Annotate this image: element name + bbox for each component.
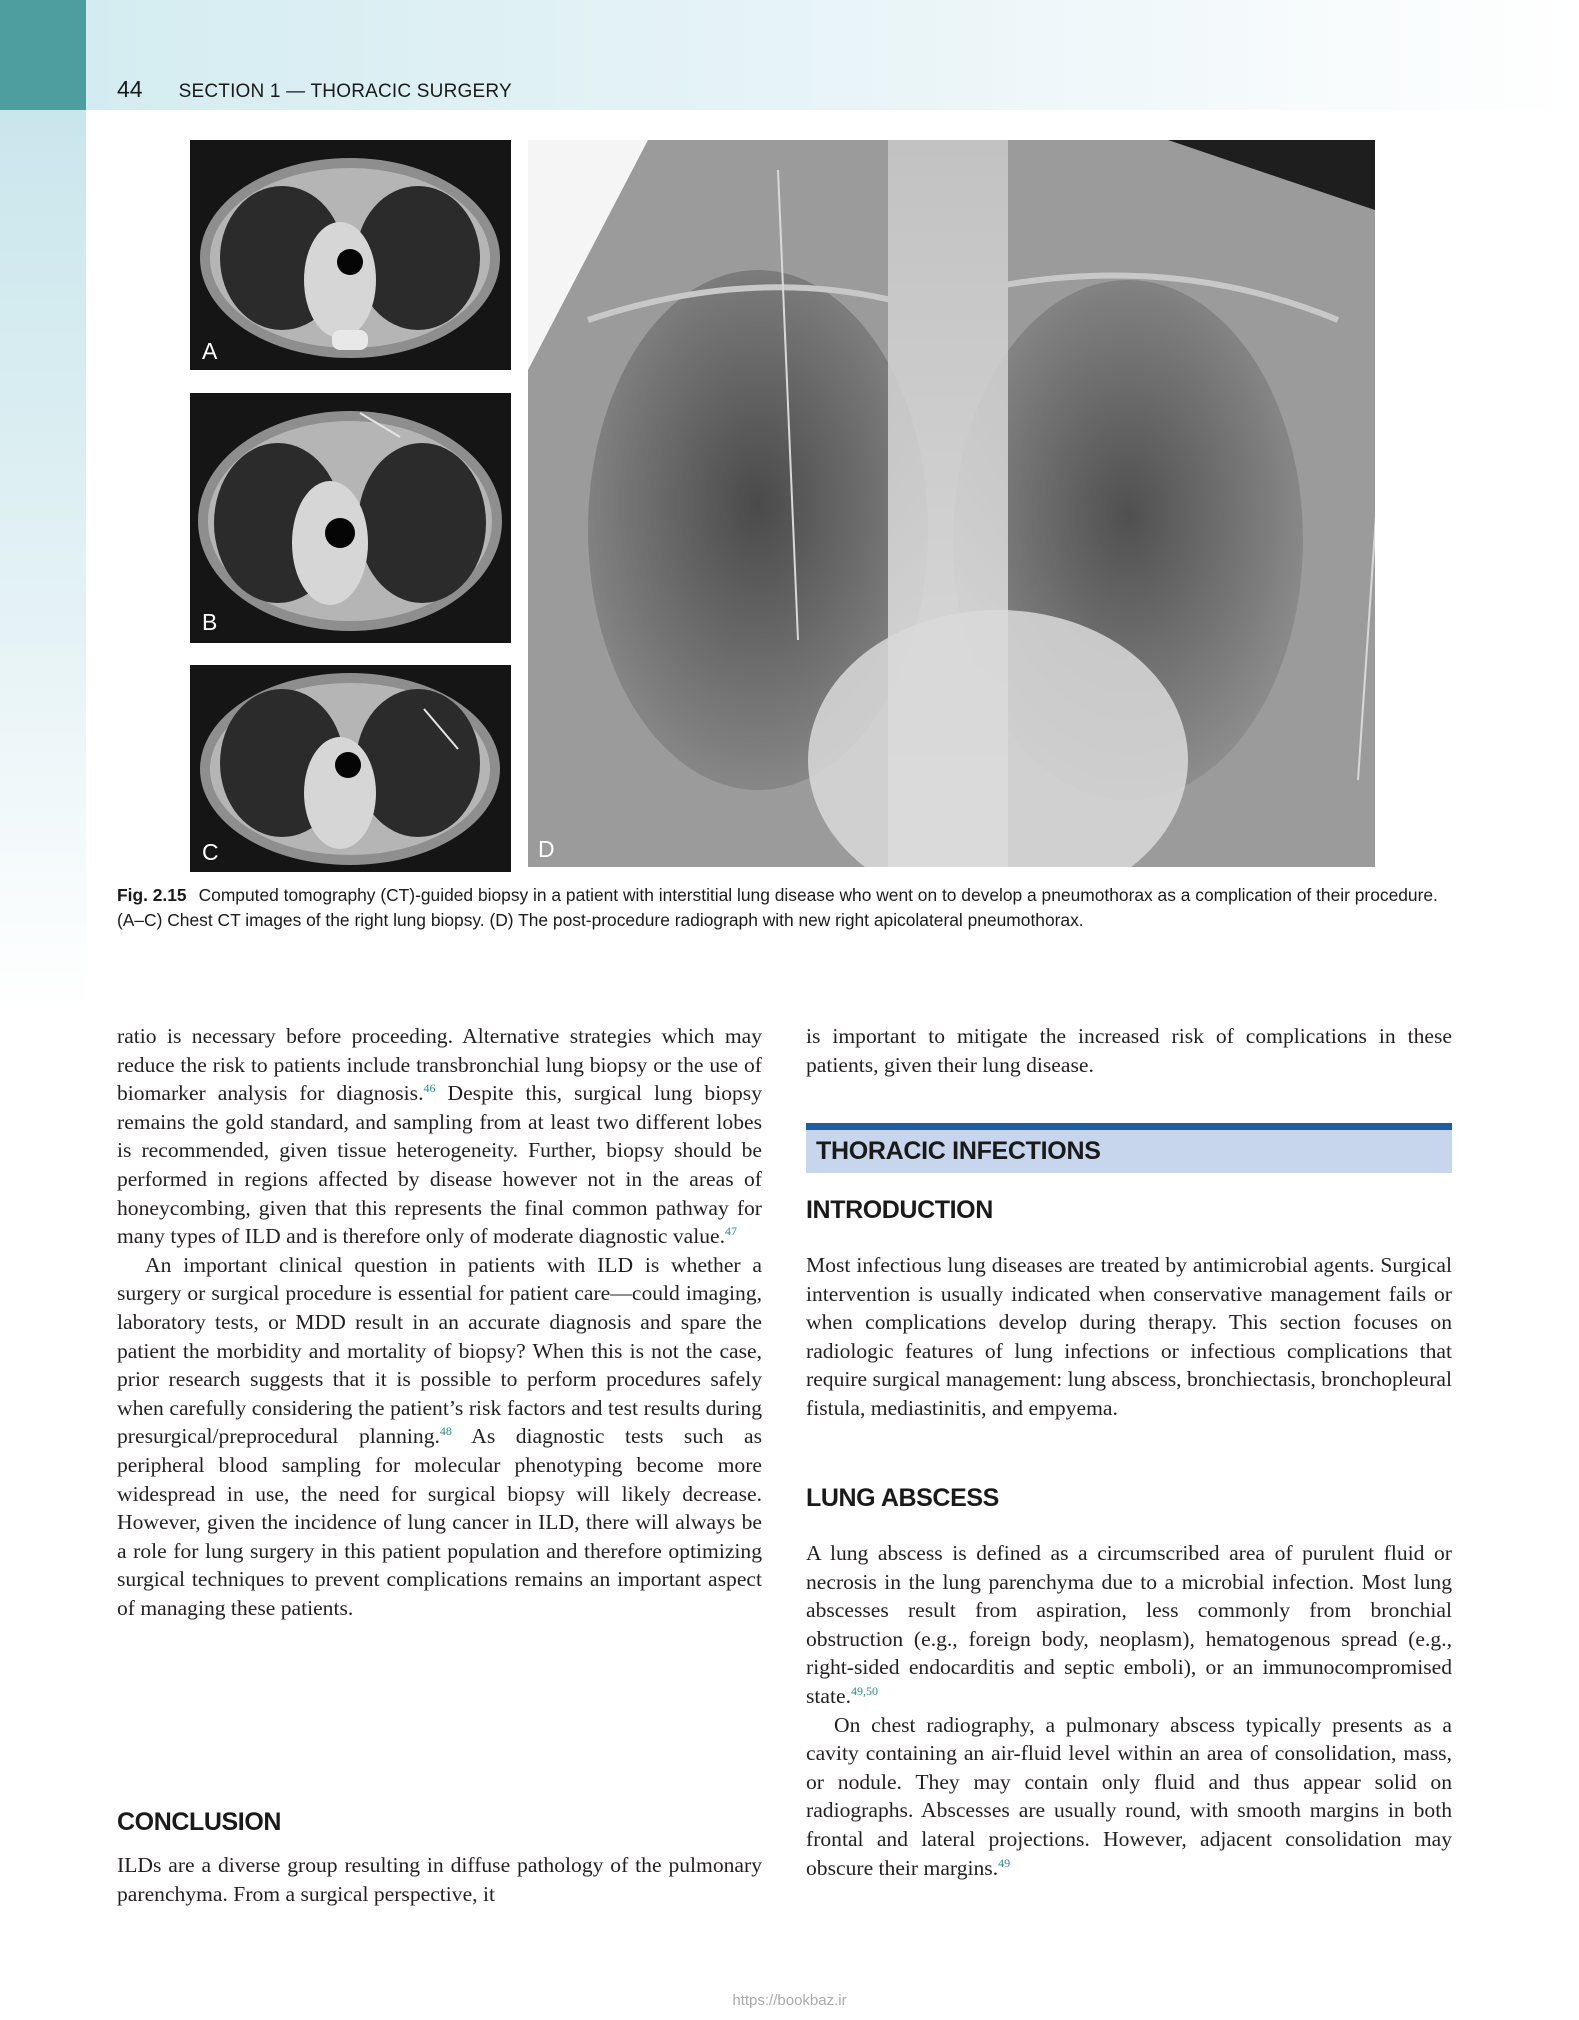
panel-label-d: D [538,836,555,862]
text-run: A lung abscess is defined as a circumscribed area of purulent fluid or necrosis in the lung parenchyma due to a microbial infection. Most lung abscesses result from aspiration, less commonly from bronchial obstruction (e.g., foreign body, neoplasm), hematogenous spread (e.g., right-sided endocarditis and septic emboli), or an immunocompromised state. [806,1541,1452,1708]
reference-48[interactable]: 48 [439,1424,452,1439]
margin-color-band [0,110,86,1010]
conclusion-paragraph: ILDs are a diverse group resulting in diffuse pathology of the pulmonary parenchyma. From a surgical perspective, it [117,1853,762,1906]
right-column-continuation [806,1022,1452,1079]
reference-49[interactable]: 49 [998,1855,1011,1870]
figure-caption [117,883,1447,933]
conclusion-heading: CONCLUSION [117,1808,282,1836]
lung-abscess-heading: LUNG ABSCESS [806,1484,999,1512]
page-number: 44 [117,76,143,102]
figure-label: Fig. 2.15 [117,885,187,905]
text-run: On chest radiography, a pulmonary abscess typically presents as a cavity containing an air-fluid level within an area of consolidation, mass, or nodule. They may contain only fluid and thus appear solid on radiographs. Abscesses are usually round, with smooth margins in both frontal and lateral projections. However, adjacent consolidation may obscure their margins. [806,1712,1452,1880]
left-column [117,1022,762,1622]
running-header [117,76,512,106]
section-heading-bar [806,1123,1452,1173]
ct-image-b [190,393,511,643]
paragraph [806,1711,1452,1883]
figure-caption-text: Computed tomography (CT)-guided biopsy in a patient with interstitial lung disease who went on to develop a pneumothorax as a complication of their procedure. (A–C) Chest CT images of the right lung biopsy. (D) The post-procedure radiograph with new right apicolateral pneumothorax. [117,885,1438,930]
paragraph [117,1022,762,1251]
paragraph [117,1251,762,1623]
text-run: Despite this, surgical lung biopsy remains the gold standard, and sampling from at least two different lobes is recommended, given tissue heterogeneity. Further, biopsy should be performed in regions affected by disease however not in the areas of honeycombing, given that this represents the final common pathway for many types of ILD and is therefore only of moderate diagnostic value. [117,1081,763,1249]
reference-49-50[interactable]: 49,50 [850,1683,878,1698]
footer-url[interactable]: https://bookbaz.ir [732,1992,847,2009]
text-run: ratio is necessary before proceeding. Alternative strategies which may reduce the risk to patients include transbronchial lung biopsy or the use of biomarker analysis for diagnosis. [117,1024,762,1106]
lung-abscess-body [806,1539,1452,1882]
corner-color-block [0,0,86,110]
ct-image-c [190,665,511,872]
introduction-paragraph: Most infectious lung diseases are treated by antimicrobial agents. Surgical intervention is usually indicated when conservative management fails or when complications develop during therapy. This section focuses on radiologic features of lung infections or infectious complications that require surgical management: lung abscess, bronchiectasis, bronchopleural fistula, mediastinitis, and empyema. [806,1253,1452,1420]
paragraph: is important to mitigate the increased risk of complications in these patients, given their lung disease. [806,1024,1452,1077]
introduction-heading: INTRODUCTION [806,1196,993,1224]
panel-label-c: C [202,839,219,865]
chest-radiograph-d [528,140,1375,867]
section-title: SECTION 1 — THORACIC SURGERY [178,81,512,102]
panel-label-a: A [202,338,218,364]
text-run: As diagnostic tests such as peripheral blood sampling for molecular phenotyping become more widespread in use, the need for surgical biopsy will likely decrease. However, given the incidence of lung cancer in ILD, there will always be a role for lung surgery in this patient population and therefore optimizing surgical techniques to prevent complications remains an important aspect of managing these patients. [117,1424,763,1620]
reference-46[interactable]: 46 [423,1081,436,1096]
paragraph [806,1539,1452,1711]
ct-image-a [190,140,511,370]
reference-47[interactable]: 47 [725,1224,738,1239]
text-run: An important clinical question in patients with ILD is whether a surgery or surgical procedure is essential for patient care—could imaging, laboratory tests, or MDD result in an accurate diagnosis and spare the patient the morbidity and mortality of biopsy? When this is not the case, prior research suggests that it is possible to perform procedures safely when carefully considering the patient’s risk factors and test results during presurgical/preprocedural planning. [117,1252,762,1449]
panel-label-b: B [202,609,218,635]
section-heading: THORACIC INFECTIONS [816,1137,1101,1165]
